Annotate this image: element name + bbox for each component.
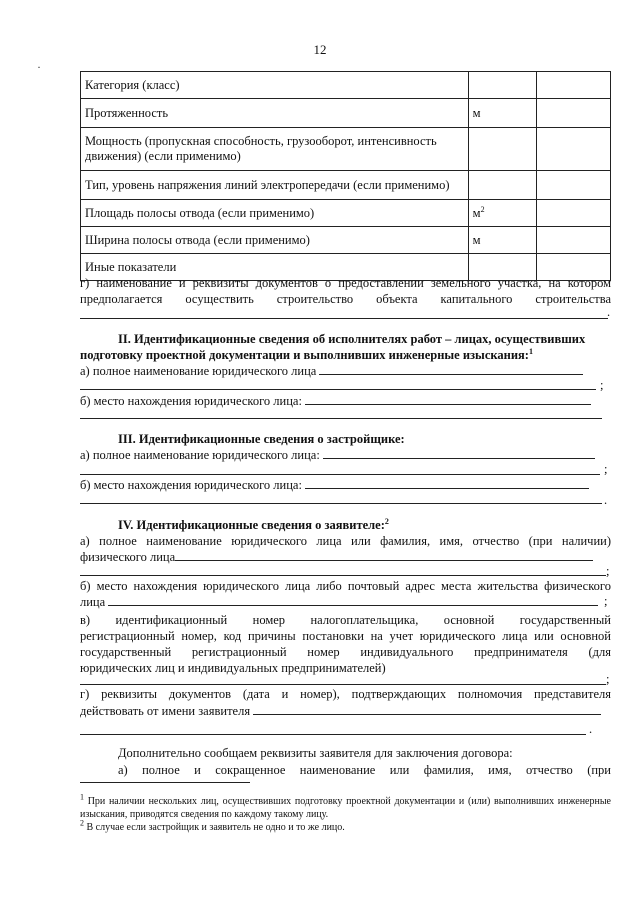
developer-address-label: б) место нахождения юридического лица: [80, 478, 302, 492]
footnote-2-text: В случае если застройщик и заявитель не одно и то же лицо. [86, 822, 345, 833]
applicant-inn-line4: юридических лиц и индивидуальных предпринимателей) [80, 661, 386, 675]
applicant-name-label: физического лица [80, 550, 176, 564]
applicant-name-field [80, 549, 611, 565]
representative-docs-label: действовать от имени заявителя [80, 704, 251, 718]
section-3-title: III. Идентификационные сведения о застройщике: [118, 432, 405, 446]
table-cell-unit [468, 171, 536, 200]
section-2-title-text: подготовку проектной документации и выполнивших инженерные изыскания: [80, 348, 529, 362]
applicant-address-input[interactable] [108, 594, 598, 606]
table-cell-label: Площадь полосы отвода (если применимо) [81, 200, 469, 227]
footnote-1-text: При наличии нескольких лиц, осуществивших подготовку проектной документации и (или) выполнивших инженерные изыскания, приводятся сведения по каждому такому лицу. [80, 796, 611, 820]
table-cell-label: Категория (класс) [81, 72, 469, 99]
additional-intro: Дополнительно сообщаем реквизиты заявителя для заключения договора: [118, 746, 513, 760]
representative-docs-line1: г) реквизиты документов (дата и номер), подтверждающих полномочия представителя [80, 687, 611, 701]
applicant-name-line1: а) полное наименование юридического лица или фамилия, имя, отчество (при наличии) [80, 534, 611, 548]
land-docs-text-line2: предполагается осуществить строительство объекта капитального строительства [80, 292, 611, 306]
section-2-title-line2 [80, 347, 611, 363]
table-cell-label: Ширина полосы отвода (если применимо) [81, 227, 469, 254]
table-row [81, 99, 611, 128]
executor-address-field [80, 393, 611, 409]
semicolon-mark: ; [600, 378, 604, 392]
section-4-title [118, 517, 611, 533]
applicant-inn-line2: регистрационный номер, код причины постановки на учет юридического лица или основной [80, 629, 611, 643]
table-cell-value[interactable] [536, 171, 610, 200]
period-mark: . [589, 722, 593, 736]
object-parameters-table [80, 71, 611, 281]
applicant-name-input[interactable] [175, 549, 593, 561]
table-cell-unit [468, 128, 536, 171]
table-cell-unit [468, 72, 536, 99]
table-row [81, 171, 611, 200]
table-cell-unit: м [468, 227, 536, 254]
page-number: 12 [313, 42, 327, 57]
executor-address-fill-line[interactable] [80, 418, 602, 419]
applicant-name-fill-line[interactable] [80, 575, 606, 576]
footnote-separator [80, 782, 250, 783]
applicant-address-line1: б) место нахождения юридического лица либо почтовый адрес места жительства физического [80, 579, 611, 593]
unit-superscript: 2 [480, 204, 485, 214]
section-4-title-text: IV. Идентификационные сведения о заявителе: [118, 518, 385, 532]
footnote-1 [80, 792, 611, 821]
table-cell-label: Тип, уровень напряжения линий электропередачи (если применимо) [81, 171, 469, 200]
executor-name-input[interactable] [319, 363, 583, 375]
footnote-2-number: 2 [80, 818, 84, 828]
semicolon-mark: ; [606, 564, 610, 578]
developer-name-label: а) полное наименование юридического лица: [80, 448, 320, 462]
table-row [81, 200, 611, 227]
applicant-inn-line1: в) идентификационный номер налогоплательщика, основной государственный [80, 613, 611, 627]
developer-address-input[interactable] [305, 477, 589, 489]
applicant-inn-line3: государственный регистрационный номер индивидуального предпринимателя (для [80, 645, 611, 659]
table-row [81, 72, 611, 99]
executor-name-label: а) полное наименование юридического лица [80, 364, 317, 378]
table-cell-label: Протяженность [81, 99, 469, 128]
applicant-inn-fill-line[interactable] [80, 684, 606, 685]
developer-address-fill-line[interactable] [80, 503, 602, 504]
executor-address-input[interactable] [305, 393, 591, 405]
footnote-ref-1: 1 [528, 346, 533, 356]
table-cell-label: Иные показатели [81, 254, 469, 281]
representative-docs-input[interactable] [253, 703, 601, 715]
land-docs-fill-line[interactable] [80, 318, 608, 319]
margin-mark: · [37, 60, 41, 74]
table-row [81, 128, 611, 171]
semicolon-mark: ; [604, 462, 608, 476]
developer-name-field [80, 447, 611, 463]
representative-docs-fill-line[interactable] [80, 734, 586, 735]
land-docs-text-line1: г) наименование и реквизиты документов о предоставлении земельного участка, на котором [80, 276, 611, 290]
semicolon-mark: ; [604, 594, 608, 608]
period-mark: . [607, 305, 611, 319]
developer-name-fill-line[interactable] [80, 474, 600, 475]
executor-address-label: б) место нахождения юридического лица: [80, 394, 302, 408]
developer-name-input[interactable] [323, 447, 595, 459]
footnote-1-number: 1 [80, 792, 84, 802]
footnote-ref-2: 2 [384, 516, 389, 526]
semicolon-mark: ; [606, 672, 610, 686]
additional-name-line1: а) полное и сокращенное наименование или фамилия, имя, отчество (при [118, 763, 611, 777]
table-row [81, 227, 611, 254]
applicant-address-label: лица [80, 595, 106, 609]
table-cell-value[interactable] [536, 227, 610, 254]
unit-text: м [472, 205, 481, 220]
table-cell-value[interactable] [536, 72, 610, 99]
executor-name-fill-line[interactable] [80, 389, 596, 390]
representative-docs-field [80, 703, 611, 719]
table-cell-value[interactable] [536, 99, 610, 128]
table-cell-value[interactable] [536, 200, 610, 227]
period-mark: . [604, 493, 608, 507]
executor-name-field [80, 363, 611, 379]
table-cell-label: Мощность (пропускная способность, грузооборот, интенсивность движения) (если применимо) [81, 128, 469, 171]
table-cell-unit [468, 200, 536, 227]
footnote-2 [80, 818, 611, 834]
table-cell-value[interactable] [536, 128, 610, 171]
section-2-title-line1: II. Идентификационные сведения об исполнителях работ – лицах, осуществивших [118, 332, 586, 346]
applicant-address-field [80, 594, 611, 610]
table-cell-unit: м [468, 99, 536, 128]
developer-address-field [80, 477, 611, 493]
